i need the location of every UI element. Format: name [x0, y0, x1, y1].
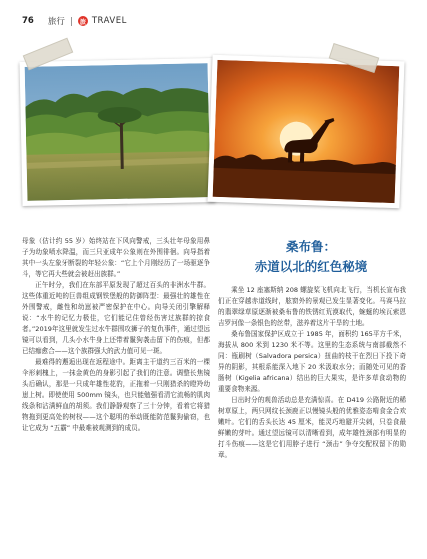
page-header [22, 14, 127, 28]
article-title-line2: 赤道以北的红色秘境 [254, 259, 368, 274]
left-text-column [22, 236, 210, 434]
body-paragraph: 日出时分的观兽活动总是充满惊喜。在 D419 公路附近的稀树草原上，两只网纹长颈鹿正以慢镜头般的优雅姿态啃食金合欢嫩叶。它们的舌头长达 45 厘米，能灵巧地避开尖刺，只卷食最鲜嫩的芽叶。通过望远镜可以清晰看到，成年雄性颈部有明显的打斗伤痕——这是它们用脖子进行 “颈击” 争夺交配权留下的勋章。 [218, 396, 406, 459]
sunset-giraffe-photo [207, 55, 404, 209]
body-paragraph: 最难得的邂逅出现在返程途中。距离主干道约三百米的一棵伞形刺槐上，一抹金黄色的身影引起了我们的注意。调整长焦镜头后确认，那是一只成年雄性花豹，正拖着一只刚猎杀的瞪羚幼崽上树。即使使用 500mm 镜头，也只能勉强看清它流畅的肌肉线条和沾满鲜血的胡须。我们静静观察了三十分钟，看着它将猎物拖到更高处的树杈——这个聪明的举动既能防范鬣狗偷窃，也让它成为 “五霸” 中最难被观测到的成员。 [22, 358, 210, 432]
section-label-cn: 旅行 [47, 17, 65, 27]
sunset-image [213, 60, 400, 203]
section-label-en: TRAVEL [91, 16, 127, 26]
page-number: 76 [22, 16, 34, 26]
body-paragraph: 正午时分，我们在东部平原发现了超过百头的非洲水牛群。这些体重近吨的巨兽组成钢铁堡般的防御阵型：最强壮的雄性在外围警戒，雌性和幼崽被严密保护在中心。向导关闭引擎解释说：“水牛的记忆力极佳，它们能记住曾经伤害过族群的掠食者。”2019年这里就发生过水牛群围攻狮子的复仇事件，通过望远镜可以看到，几头小水牛身上还带着鬣狗袭击留下的伤痕，但都已结痂愈合——这个族群强大的武力值可见一斑。 [22, 281, 210, 355]
body-paragraph: 桑布鲁国家保护区成立于 1985 年，面积约 165平方千米，海拔从 800 米到 1230 米不等。这里的生态系统与南部截然不同：瓶刷树（Salvadora persica）扭曲的枝干在烈日下投下奇异的阴影，其根系能深入地下 20 米汲取水分；而随处可见的香肠树（Kigelia africana）结出的巨大果实，是许多草食动物的重要食物来源。 [218, 330, 406, 393]
savanna-photo [20, 58, 216, 206]
body-paragraph: 乘坐 12 座塞斯纳 208 螺旋桨飞机向北飞行，当机长宣布我们正在穿越赤道线时，舷窗外的景观已发生显著变化。马赛马拉的翡翠绿草原逐渐被桑布鲁的铁锈红荒漠取代，蜿蜒的埃瓦索恩吉罗河像一条银色的丝带，滋养着这片干旱的土地。 [218, 286, 406, 327]
right-text-column [218, 285, 406, 461]
body-paragraph: 母象（估计约 55 岁）始终站在下风向警戒，三头壮年母象用鼻子为幼象喷水降温，而三只亚成年公象则在外围徘徊。向导指着其中一头左象牙断裂的年轻公象：“它上个月刚经历了一场驱逐争斗，等它再大些就会被赶出族群。” [22, 237, 210, 278]
article-title-line1: 桑布鲁： [285, 239, 336, 254]
header-divider [71, 17, 72, 26]
savanna-image [25, 63, 211, 201]
article-title [216, 237, 406, 277]
travel-badge-icon: 旅 [78, 16, 88, 26]
